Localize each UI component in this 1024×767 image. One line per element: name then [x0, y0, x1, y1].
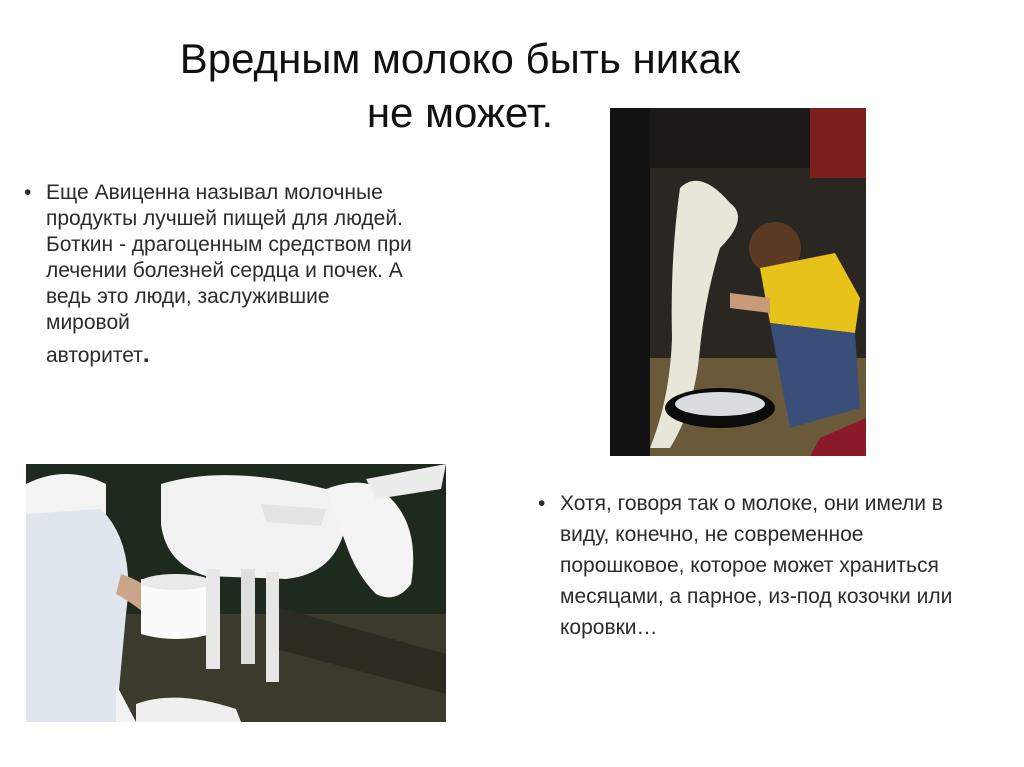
bullet-avicenna	[24, 180, 416, 369]
bullet-dot-icon: •	[538, 492, 546, 515]
bullet-2-text: Хотя, говоря так о молоке, они имели в виду, конечно, не современное порошковое, которое может храниться месяцами, а парное, из-под козочки или коровки…	[560, 492, 953, 639]
cow-milking-photo	[610, 108, 866, 456]
bullet-1-last-word: авторитет	[46, 344, 143, 367]
cow-milking-photo-icon	[610, 108, 866, 456]
bullet-fresh-milk	[538, 488, 960, 643]
goat-milking-photo-icon	[26, 464, 446, 722]
title-line-2: не может.	[366, 89, 554, 136]
bullet-dot-icon: •	[24, 181, 32, 204]
bullet-1-last-line	[46, 342, 416, 369]
bullet-1-period: .	[142, 341, 150, 368]
title-line-1: Вредным молоко быть никак	[179, 35, 741, 82]
bullet-1-text: Еще Авиценна называл молочные продукты лучшей пищей для людей. Боткин - драгоценным средством при лечении болезней сердца и почек. А ведь это люди, заслужившие мировой	[46, 181, 412, 334]
goat-milking-photo	[26, 464, 446, 722]
